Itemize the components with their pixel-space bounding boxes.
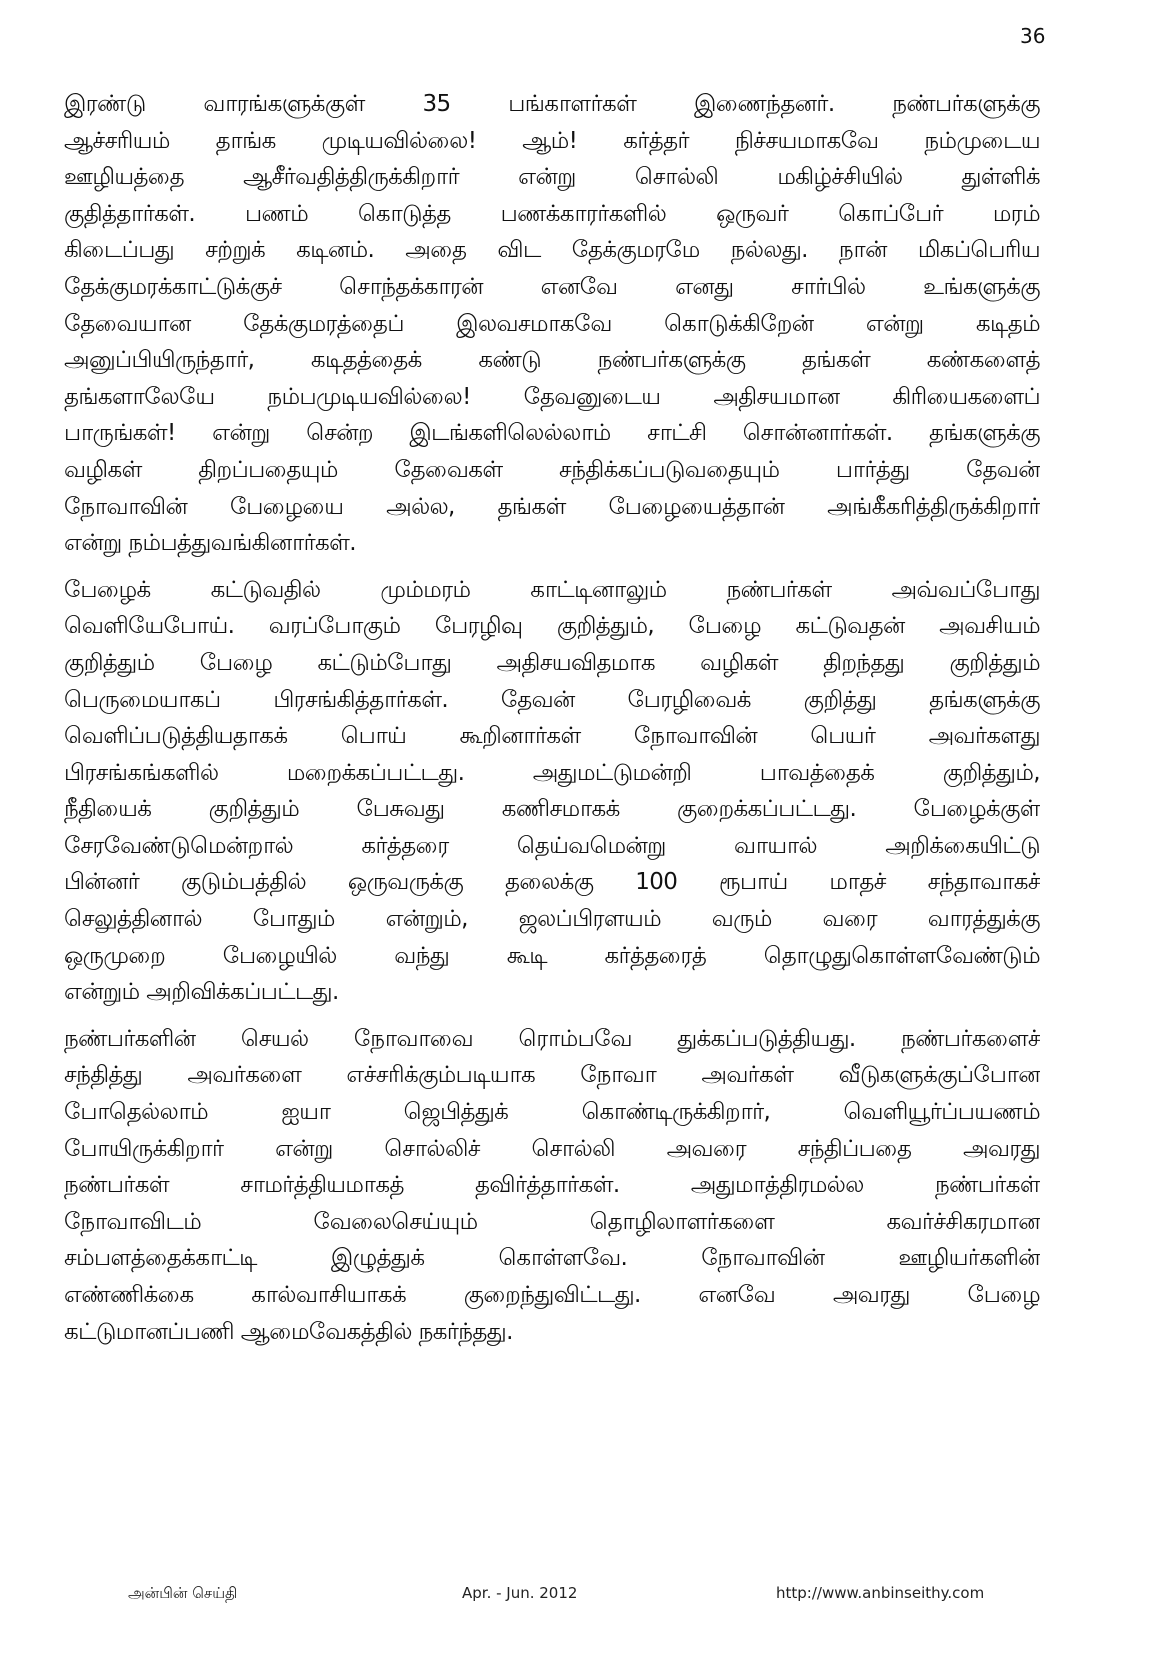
text-line: குறித்தும் பேழை கட்டும்போது அதிசயவிதமாக வழிகள் திறந்தது குறித்தும் [64,649,1040,676]
text-line: சம்பளத்தைக்காட்டி இழுத்துக் கொள்ளவே. நோவாவின் ஊழியர்களின் [64,1245,1040,1272]
text-line: ஒருமுறை பேழையில் வந்து கூடி கர்த்தரைத் தொழுதுகொள்ளவேண்டும் [64,942,1040,969]
page-number: 36 [1020,24,1046,48]
text-line: குதித்தார்கள். பணம் கொடுத்த பணக்காரர்களில் ஒருவர் கொப்பேர் மரம் [64,200,1040,227]
text-line: தங்களாலேயே நம்பமுடியவில்லை! தேவனுடைய அதிசயமான கிரியைகளைப் [64,383,1040,410]
text-line: பிரசங்கங்களில் மறைக்கப்பட்டது. அதுமட்டுமன்றி பாவத்தைக் குறித்தும், [64,759,1040,786]
article-body [64,86,1040,1350]
text-line: போதெல்லாம் ஐயா ஜெபித்துக் கொண்டிருக்கிறார், வெளியூர்ப்பயணம் [64,1099,1040,1126]
text-line: செலுத்தினால் போதும் என்றும், ஜலப்பிரளயம் வரும் வரை வாரத்துக்கு [64,906,1040,933]
text-line: சேரவேண்டுமென்றால் கர்த்தரை தெய்வமென்று வாயால் அறிக்கையிட்டு [64,832,1040,859]
text-line: பின்னர் குடும்பத்தில் ஒருவருக்கு தலைக்கு 100 ரூபாய் மாதச் சந்தாவாகச் [64,869,1040,896]
text-line: தேவையான தேக்குமரத்தைப் இலவசமாகவே கொடுக்கிறேன் என்று கடிதம் [64,310,1040,337]
text-line: என்று நம்பத்துவங்கினார்கள். [64,530,357,557]
text-line: என்றும் அறிவிக்கப்பட்டது. [64,979,339,1006]
text-line: தேக்குமரக்காட்டுக்குச் சொந்தக்காரன் எனவே எனது சார்பில் உங்களுக்கு [64,273,1040,300]
paragraph-3 [64,1021,1040,1350]
text-line: வெளியேபோய். வரப்போகும் பேரழிவு குறித்தும், பேழை கட்டுவதன் அவசியம் [64,613,1040,640]
text-line: நீதியைக் குறித்தும் பேசுவது கணிசமாகக் குறைக்கப்பட்டது. பேழைக்குள் [64,796,1040,823]
website-link[interactable]: http://www.anbinseithy.com [776,1584,985,1602]
text-line: வெளிப்படுத்தியதாகக் பொய் கூறினார்கள் நோவாவின் பெயர் அவர்களது [64,723,1040,750]
issue-date: Apr. - Jun. 2012 [462,1584,578,1602]
text-line: பேழைக் கட்டுவதில் மும்மரம் காட்டினாலும் நண்பர்கள் அவ்வப்போது [64,576,1040,603]
text-line: இரண்டு வாரங்களுக்குள் 35 பங்காளர்கள் இணைந்தனர். நண்பர்களுக்கு [64,91,1040,117]
text-line: பாருங்கள்! என்று சென்ற இடங்களிலெல்லாம் சாட்சி சொன்னார்கள். தங்களுக்கு [64,420,1040,447]
paragraph-2 [64,572,1040,1011]
text-line: அனுப்பியிருந்தார், கடிதத்தைக் கண்டு நண்பர்களுக்கு தங்கள் கண்களைத் [64,347,1040,374]
text-line: நோவாவிடம் வேலைசெய்யும் தொழிலாளர்களை கவர்ச்சிகரமான [64,1208,1040,1235]
text-line: நண்பர்கள் சாமர்த்தியமாகத் தவிர்த்தார்கள். அதுமாத்திரமல்ல நண்பர்கள் [64,1172,1040,1199]
magazine-name: அன்பின் செய்தி [128,1584,238,1602]
text-line: ஊழியத்தை ஆசீர்வதித்திருக்கிறார் என்று சொல்லி மகிழ்ச்சியில் துள்ளிக் [64,164,1040,191]
paragraph-1 [64,86,1040,562]
text-line: நோவாவின் பேழையை அல்ல, தங்கள் பேழையைத்தான் அங்கீகரித்திருக்கிறார் [64,493,1040,520]
text-line: கட்டுமானப்பணி ஆமைவேகத்தில் நகர்ந்தது. [64,1318,513,1345]
text-line: எண்ணிக்கை கால்வாசியாகக் குறைந்துவிட்டது. எனவே அவரது பேழை [64,1282,1040,1308]
text-line: கிடைப்பது சற்றுக் கடினம். அதை விட தேக்குமரமே நல்லது. நான் மிகப்பெரிய [64,237,1040,264]
text-line: நண்பர்களின் செயல் நோவாவை ரொம்பவே துக்கப்படுத்தியது. நண்பர்களைச் [64,1025,1040,1052]
text-line: ஆச்சரியம் தாங்க முடியவில்லை! ஆம்! கர்த்தர் நிச்சயமாகவே நம்முடைய [64,127,1040,154]
text-line: சந்தித்து அவர்களை எச்சரிக்கும்படியாக நோவா அவர்கள் வீடுகளுக்குப்போன [64,1062,1040,1089]
text-line: பெருமையாகப் பிரசங்கித்தார்கள். தேவன் பேரழிவைக் குறித்து தங்களுக்கு [64,686,1040,713]
text-line: போயிருக்கிறார் என்று சொல்லிச் சொல்லி அவரை சந்திப்பதை அவரது [64,1135,1040,1162]
page-footer [0,1584,1167,1614]
text-line: வழிகள் திறப்பதையும் தேவைகள் சந்திக்கப்படுவதையும் பார்த்து தேவன் [64,456,1040,483]
